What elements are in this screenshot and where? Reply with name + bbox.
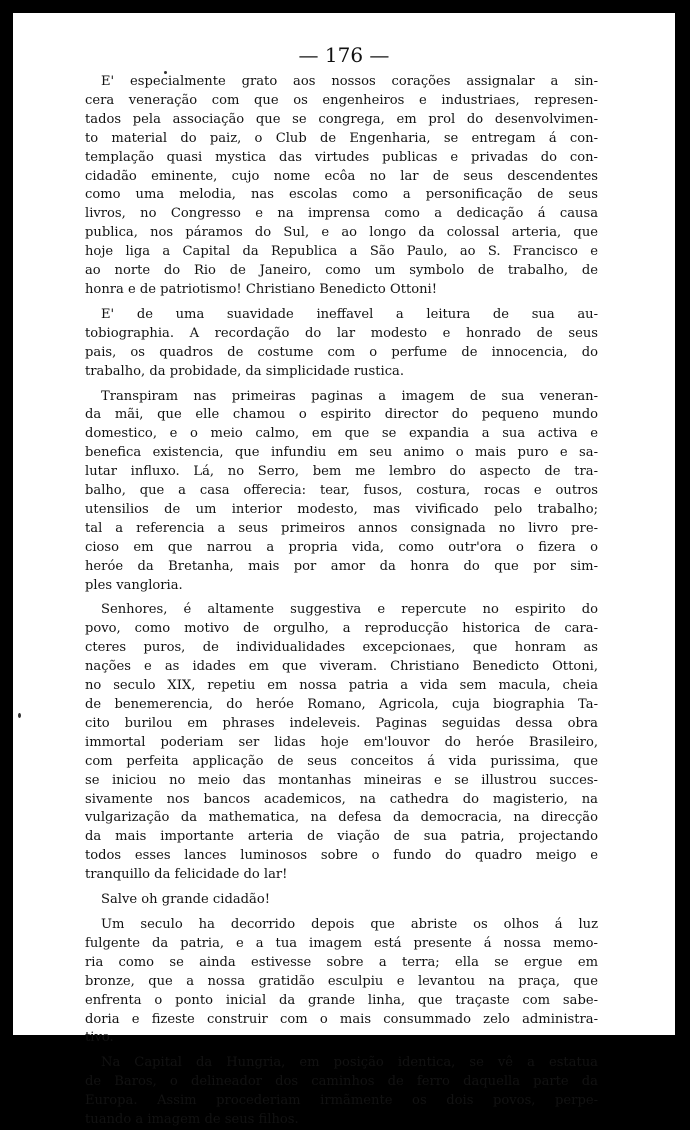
text-line: Europa. Assim procederiam irmãmente os dois povos, perpe-	[85, 1093, 598, 1109]
text-line: publica, nos páramos do Sul, e ao longo da colossal arteria, que	[85, 225, 598, 241]
text-line: balho, que a casa offerecia: tear, fusos, costura, rocas e outros	[85, 483, 598, 499]
text-line: cito burilou em phrases indeleveis. Paginas seguidas dessa obra	[85, 715, 598, 731]
body-text	[85, 73, 598, 1130]
ink-speck	[164, 71, 167, 74]
text-line: Na Capital da Hungria, em posição identica, se vê a estatua	[101, 1055, 598, 1071]
paragraph	[85, 73, 598, 300]
text-line: todos esses lances luminosos sobre o fundo do quadro meigo e	[85, 848, 598, 864]
paragraph	[85, 306, 598, 382]
paragraph	[85, 891, 598, 910]
text-line: templação quasi mystica das virtudes publicas e privadas do con-	[85, 149, 598, 165]
text-line: ria como se ainda estivesse sobre a terra; ella se ergue em	[85, 954, 598, 970]
text-line: Um seculo ha decorrido depois que abriste os olhos á luz	[101, 916, 598, 932]
text-line: nações e as idades em que viveram. Christiano Benedicto Ottoni,	[85, 659, 598, 675]
text-line: livros, no Congresso e na imprensa como a dedicação á causa	[85, 206, 598, 222]
paragraph	[85, 1054, 598, 1130]
text-line: de benemerencia, do heróe Romano, Agricola, cuja biographia Ta-	[85, 697, 598, 712]
text-line: doria e fizeste construir com o mais consummado zelo administra-	[85, 1011, 598, 1027]
text-line: to material do paiz, o Club de Engenharia, se entregam á con-	[85, 130, 598, 146]
text-line: ao norte do Rio de Janeiro, como um symbolo de trabalho, de	[85, 263, 598, 279]
text-line: povo, como motivo de orgulho, a reproducção historica de cara-	[85, 621, 598, 637]
text-line: no seculo XIX, repetiu em nossa patria a vida sem macula, cheia	[85, 678, 598, 694]
page-number: — 176 —	[298, 43, 390, 67]
text-line: hoje liga a Capital da Republica a São Paulo, ao S. Francisco e	[85, 244, 598, 260]
text-line: tobiographia. A recordação do lar modesto e honrado de seus	[85, 325, 598, 341]
text-line: honra e de patriotismo! Christiano Benedicto Ottoni!	[85, 281, 437, 297]
text-line: sivamente nos bancos academicos, na cathedra do magisterio, na	[85, 791, 598, 807]
text-line: cioso em que narrou a propria vida, como outr'ora o fizera o	[85, 539, 598, 555]
text-line: com perfeita applicação de seus conceitos á vida purissima, que	[85, 753, 598, 769]
text-line: cteres puros, de individualidades excepcionaes, que honram as	[85, 640, 598, 656]
paragraph	[85, 916, 598, 1048]
text-line: tados pela associação que se congrega, em prol do desenvolvimen-	[85, 111, 598, 127]
text-line: da mãi, que elle chamou o espirito director do pequeno mundo	[85, 407, 598, 423]
text-line: da mais importante arteria de viação de sua patria, projectando	[85, 829, 598, 845]
text-line: de Baros, o delineador dos caminhos de ferro daquella parte da	[85, 1074, 598, 1090]
text-line: domestico, e o meio calmo, em que se expandia a sua activa e	[85, 426, 598, 442]
text-line: Transpiram nas primeiras paginas a imagem de sua veneran-	[101, 388, 598, 404]
text-line: ples vangloria.	[85, 577, 183, 593]
text-line: Senhores, é altamente suggestiva e repercute no espirito do	[101, 602, 598, 618]
text-line: cera veneração com que os engenheiros e industriaes, represen-	[85, 92, 598, 108]
text-line: utensilios de um interior modesto, mas vivificado pelo trabalho;	[85, 501, 598, 517]
text-line: enfrenta o ponto inicial da grande linha, que traçaste com sabe-	[85, 992, 598, 1008]
text-line: tivo.	[85, 1030, 114, 1046]
text-line: tal a referencia a seus primeiros annos consignada no livro pre-	[85, 520, 598, 536]
text-line: Salve oh grande cidadão!	[101, 892, 270, 908]
text-line: E' especialmente grato aos nossos corações assignalar a sin-	[101, 74, 598, 89]
text-line: se iniciou no meio das montanhas mineiras e se illustrou succes-	[85, 772, 598, 788]
text-line: lutar influxo. Lá, no Serro, bem me lembro do aspecto de tra-	[85, 464, 598, 480]
text-line: fulgente da patria, e a tua imagem está presente á nossa memo-	[85, 935, 598, 951]
ink-speck	[18, 713, 21, 718]
paragraph	[85, 601, 598, 885]
text-line: benefica existencia, que infundiu em seu animo o mais puro e sa-	[85, 445, 598, 461]
text-line: tuando a imagem de seus filhos.	[85, 1112, 299, 1128]
text-line: cidadão eminente, cujo nome ecôa no lar de seus descendentes	[85, 168, 598, 184]
text-line: trabalho, da probidade, da simplicidade rustica.	[85, 363, 405, 379]
text-line: tranquillo da felicidade do lar!	[85, 867, 288, 883]
text-line: bronze, que a nossa gratidão esculpiu e levantou na praça, que	[85, 973, 598, 989]
text-line: pais, os quadros de costume com o perfume de innocencia, do	[85, 344, 598, 360]
text-line: heróe da Bretanha, mais por amor da honra do que por sim-	[85, 558, 598, 574]
text-line: immortal poderiam ser lidas hoje em'louvor do heróe Brasileiro,	[85, 734, 598, 750]
paragraph	[85, 388, 598, 596]
text-line: como uma melodia, nas escolas como a personificação de seus	[85, 187, 598, 203]
text-line: E' de uma suavidade ineffavel a leitura de sua au-	[101, 306, 598, 322]
book-page	[13, 13, 675, 1128]
text-line: vulgarização da mathematica, na defesa da democracia, na direcção	[85, 810, 598, 826]
